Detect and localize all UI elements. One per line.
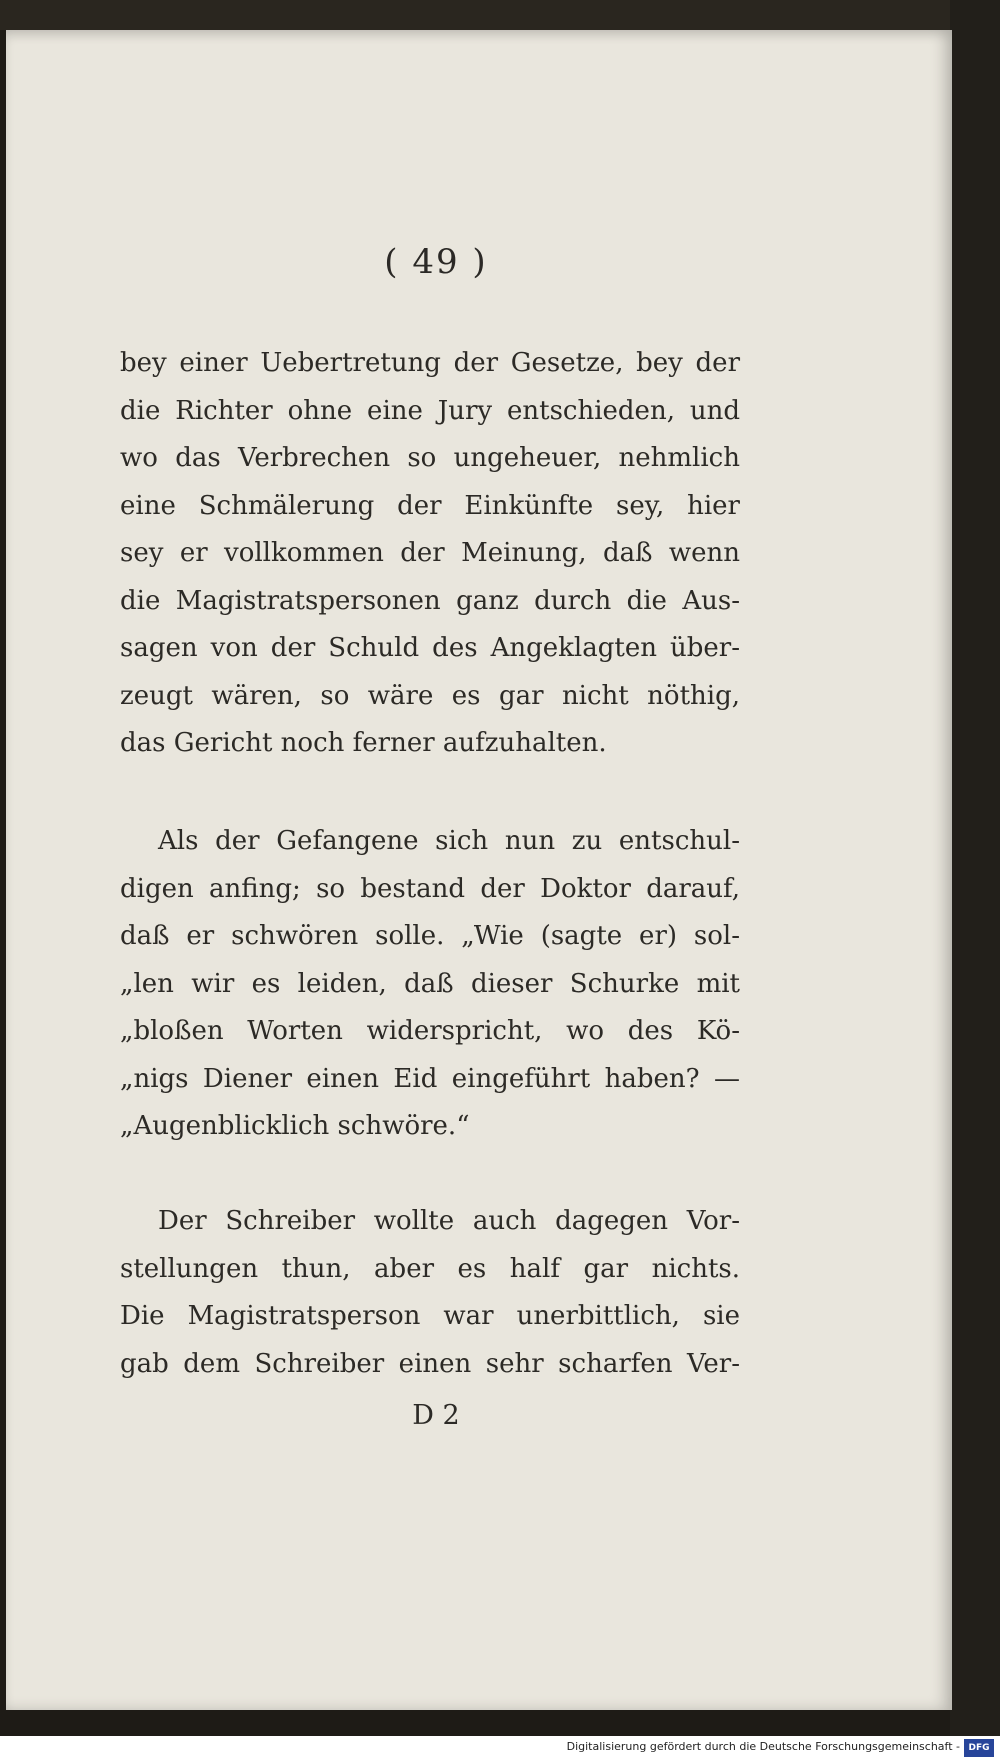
text-line: zeugt wären, so wäre es gar nicht nöthig,	[120, 680, 740, 711]
text-line: digen anfing; so bestand der Doktor darauf,	[120, 873, 740, 904]
dfg-logo: DFG	[964, 1739, 994, 1757]
text-line: daß er schwören solle. „Wie (sagte er) sol-	[120, 921, 740, 951]
text-line: „Augenblicklich schwöre.“	[120, 1111, 470, 1141]
text-line: stellungen thun, aber es half gar nichts.	[120, 1253, 740, 1284]
footer-bar	[0, 1736, 1000, 1761]
text-line: die Magistratspersonen ganz durch die Aus-	[120, 585, 740, 616]
text-line: „bloßen Worten widerspricht, wo des Kö-	[120, 1016, 740, 1046]
scan-right-edge	[950, 0, 1000, 1761]
text-line: das Gericht noch ferner aufzuhalten.	[120, 728, 607, 758]
paragraph-2	[120, 818, 740, 1151]
text-line: wo das Verbrechen so ungeheuer, nehmlich	[120, 443, 740, 473]
book-page	[6, 30, 952, 1710]
text-line: Die Magistratsperson war unerbittlich, sie	[120, 1301, 740, 1331]
paragraph-1	[120, 340, 740, 768]
text-line: Der Schreiber wollte auch dagegen Vor-	[158, 1206, 740, 1236]
page-number: ( 49 )	[384, 242, 488, 282]
scan-top-edge	[0, 0, 1000, 30]
text-line: „nigs Diener einen Eid eingeführt haben? —	[120, 1063, 740, 1094]
text-line: Als der Gefangene sich nun zu entschul-	[158, 826, 740, 856]
text-line: sey er vollkommen der Meinung, daß wenn	[120, 538, 740, 568]
text-line: bey einer Uebertretung der Gesetze, bey der	[120, 348, 740, 378]
text-line: „len wir es leiden, daß dieser Schurke mit	[120, 968, 740, 999]
paragraph-3	[120, 1198, 740, 1388]
text-line: eine Schmälerung der Einkünfte sey, hier	[120, 490, 740, 521]
text-line: die Richter ohne eine Jury entschieden, und	[120, 395, 740, 426]
funding-credit: Digitalisierung gefördert durch die Deutsche Forschungsgemeinschaft -	[566, 1740, 960, 1753]
text-line: sagen von der Schuld des Angeklagten über-	[120, 633, 740, 663]
signature-mark: D 2	[412, 1400, 460, 1431]
text-line: gab dem Schreiber einen sehr scharfen Ver-	[120, 1348, 740, 1379]
